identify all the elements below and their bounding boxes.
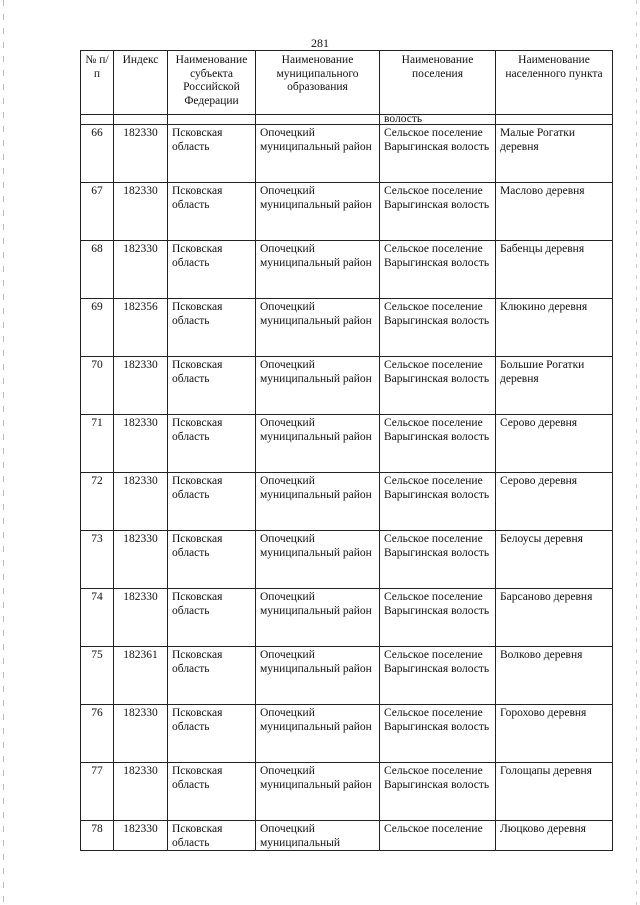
continuation-cell-index xyxy=(114,115,168,125)
cell-index: 182330 xyxy=(114,473,168,531)
cell-locality: Белоусы деревня xyxy=(496,531,613,589)
cell-subject: Псковская область xyxy=(168,531,256,589)
cell-municipality: Опочецкий муниципальный район xyxy=(256,241,380,299)
cell-settlement: Сельское поселение Варыгинская волость xyxy=(380,589,496,647)
cell-municipality: Опочецкий муниципальный район xyxy=(256,473,380,531)
cell-number: 78 xyxy=(81,821,114,851)
continuation-row xyxy=(81,115,613,125)
table-row xyxy=(81,125,613,183)
cell-index: 182356 xyxy=(114,299,168,357)
cell-locality: Серово деревня xyxy=(496,415,613,473)
cell-index: 182330 xyxy=(114,415,168,473)
cell-settlement: Сельское поселение Варыгинская волость xyxy=(380,299,496,357)
cell-settlement: Сельское поселение Варыгинская волость xyxy=(380,357,496,415)
continuation-cell-subject xyxy=(168,115,256,125)
cell-settlement: Сельское поселение Варыгинская волость xyxy=(380,125,496,183)
table-header-row xyxy=(81,51,613,115)
cell-number: 66 xyxy=(81,125,114,183)
continuation-cell-number xyxy=(81,115,114,125)
table-body xyxy=(81,115,613,851)
cell-number: 77 xyxy=(81,763,114,821)
cell-index: 182361 xyxy=(114,647,168,705)
cell-number: 70 xyxy=(81,357,114,415)
cell-index: 182330 xyxy=(114,183,168,241)
cell-index: 182330 xyxy=(114,357,168,415)
cell-number: 71 xyxy=(81,415,114,473)
cell-municipality: Опочецкий муниципальный район xyxy=(256,647,380,705)
table-row xyxy=(81,821,613,851)
cell-locality: Большие Рогатки деревня xyxy=(496,357,613,415)
cell-locality: Барсаново деревня xyxy=(496,589,613,647)
table-row xyxy=(81,705,613,763)
header-index: Индекс xyxy=(114,51,168,115)
cell-settlement: Сельское поселение Варыгинская волость xyxy=(380,241,496,299)
cell-settlement: Сельское поселение Варыгинская волость xyxy=(380,473,496,531)
cell-municipality: Опочецкий муниципальный район xyxy=(256,357,380,415)
cell-number: 69 xyxy=(81,299,114,357)
table-row xyxy=(81,647,613,705)
table-row xyxy=(81,183,613,241)
cell-locality: Бабенцы деревня xyxy=(496,241,613,299)
cell-index: 182330 xyxy=(114,125,168,183)
cell-locality: Маслово деревня xyxy=(496,183,613,241)
cell-locality: Клюкино деревня xyxy=(496,299,613,357)
table-row xyxy=(81,589,613,647)
cell-municipality: Опочецкий муниципальный район xyxy=(256,183,380,241)
cell-subject: Псковская область xyxy=(168,125,256,183)
header-subject: Наименование субъекта Российской Федерации xyxy=(168,51,256,115)
table-row xyxy=(81,473,613,531)
cell-number: 76 xyxy=(81,705,114,763)
cell-subject: Псковская область xyxy=(168,589,256,647)
cell-municipality: Опочецкий муниципальный район xyxy=(256,589,380,647)
cell-subject: Псковская область xyxy=(168,241,256,299)
cell-municipality: Опочецкий муниципальный район xyxy=(256,531,380,589)
cell-number: 67 xyxy=(81,183,114,241)
cell-settlement: Сельское поселение Варыгинская волость xyxy=(380,415,496,473)
table-row xyxy=(81,415,613,473)
cell-index: 182330 xyxy=(114,705,168,763)
cell-locality: Волково деревня xyxy=(496,647,613,705)
cell-index: 182330 xyxy=(114,241,168,299)
cell-locality: Люцково деревня xyxy=(496,821,613,851)
cell-index: 182330 xyxy=(114,531,168,589)
cell-subject: Псковская область xyxy=(168,763,256,821)
cell-settlement: Сельское поселение Варыгинская волость xyxy=(380,531,496,589)
scan-edge-right xyxy=(636,0,637,905)
cell-municipality: Опочецкий муниципальный xyxy=(256,821,380,851)
header-locality: Наименование населенного пункта xyxy=(496,51,613,115)
cell-subject: Псковская область xyxy=(168,415,256,473)
cell-municipality: Опочецкий муниципальный район xyxy=(256,763,380,821)
cell-index: 182330 xyxy=(114,763,168,821)
cell-settlement: Сельское поселение Варыгинская волость xyxy=(380,183,496,241)
cell-subject: Псковская область xyxy=(168,299,256,357)
cell-locality: Малые Рогатки деревня xyxy=(496,125,613,183)
scan-edge-left xyxy=(3,0,4,905)
cell-municipality: Опочецкий муниципальный район xyxy=(256,125,380,183)
header-municipality: Наименование муниципального образования xyxy=(256,51,380,115)
cell-number: 73 xyxy=(81,531,114,589)
continuation-cell-locality xyxy=(496,115,613,125)
cell-settlement: Сельское поселение xyxy=(380,821,496,851)
cell-index: 182330 xyxy=(114,589,168,647)
cell-subject: Псковская область xyxy=(168,705,256,763)
cell-number: 72 xyxy=(81,473,114,531)
cell-subject: Псковская область xyxy=(168,473,256,531)
header-number: № п/п xyxy=(81,51,114,115)
cell-subject: Псковская область xyxy=(168,183,256,241)
cell-municipality: Опочецкий муниципальный район xyxy=(256,705,380,763)
header-settlement: Наименование поселения xyxy=(380,51,496,115)
page-number: 281 xyxy=(311,36,329,50)
table-row xyxy=(81,763,613,821)
cell-municipality: Опочецкий муниципальный район xyxy=(256,299,380,357)
table-row xyxy=(81,241,613,299)
cell-subject: Псковская область xyxy=(168,647,256,705)
cell-settlement: Сельское поселение Варыгинская волость xyxy=(380,705,496,763)
table-row xyxy=(81,357,613,415)
cell-municipality: Опочецкий муниципальный район xyxy=(256,415,380,473)
table-row xyxy=(81,531,613,589)
cell-subject: Псковская область xyxy=(168,357,256,415)
cell-locality: Горохово деревня xyxy=(496,705,613,763)
settlements-table xyxy=(80,50,613,851)
cell-settlement: Сельское поселение Варыгинская волость xyxy=(380,647,496,705)
continuation-cell-settlement: волость xyxy=(380,115,496,125)
cell-locality: Серово деревня xyxy=(496,473,613,531)
cell-number: 68 xyxy=(81,241,114,299)
cell-number: 74 xyxy=(81,589,114,647)
table-row xyxy=(81,299,613,357)
continuation-cell-municipality xyxy=(256,115,380,125)
cell-locality: Голощапы деревня xyxy=(496,763,613,821)
cell-subject: Псковская область xyxy=(168,821,256,851)
cell-number: 75 xyxy=(81,647,114,705)
cell-settlement: Сельское поселение Варыгинская волость xyxy=(380,763,496,821)
cell-index: 182330 xyxy=(114,821,168,851)
